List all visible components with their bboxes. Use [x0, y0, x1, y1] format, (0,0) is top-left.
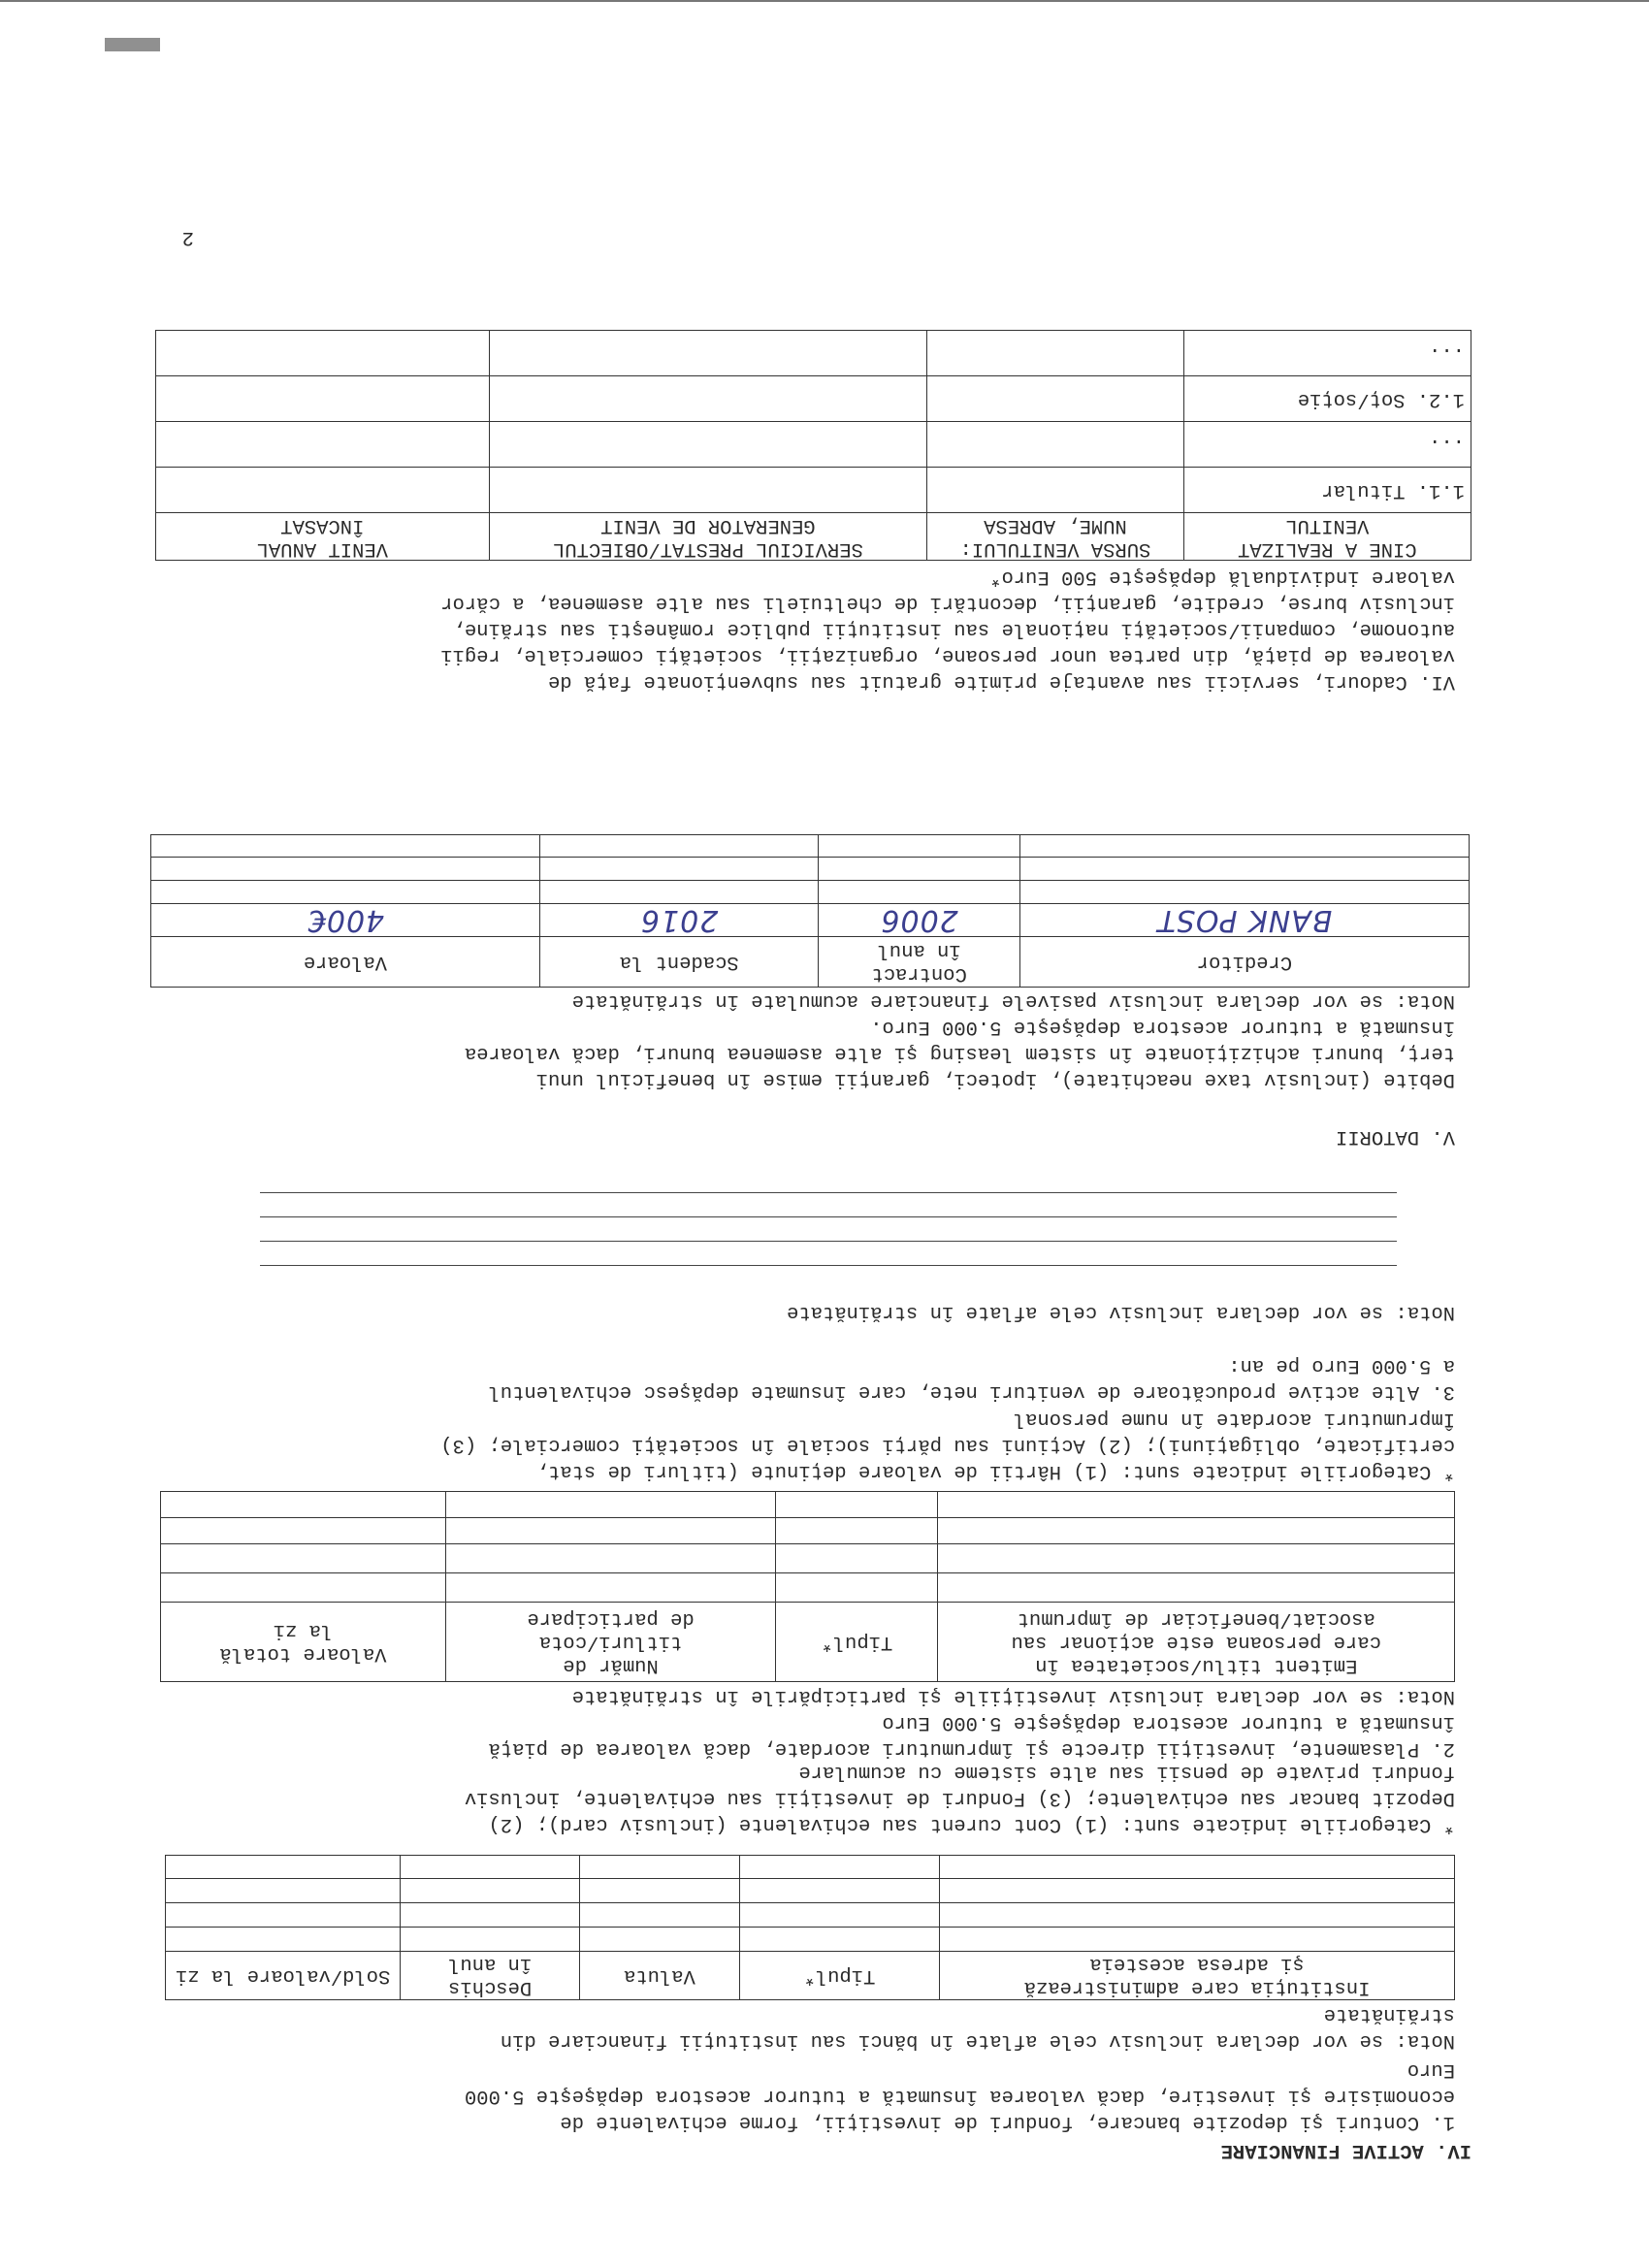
col-issuer: Emitent titlu/societatea în care persoana este acţionar sau asociat/beneficiar de împrumut	[938, 1603, 1455, 1682]
accounts-table	[165, 1855, 1455, 2000]
col-opened-year: Deschis în anul	[401, 1952, 580, 2000]
table-row	[151, 835, 1470, 858]
row-label: 1.1. Titular	[1183, 468, 1471, 513]
section-iv-3-text: 3. Alte active producătoare de venituri nete, care însumate depăşesc echivalentul a 5.000 Euro pe an:	[488, 1354, 1455, 1403]
table-row	[161, 1492, 1455, 1518]
gifts-table	[155, 330, 1471, 561]
section-iv-3-note: Nota: se vor declara inclusiv cele aflate în străinătate	[787, 1301, 1455, 1323]
gifts-table-header	[156, 513, 1471, 561]
scan-edge	[0, 0, 1649, 2]
table-row	[156, 376, 1471, 422]
table-row	[166, 1856, 1455, 1879]
table-row	[161, 1544, 1455, 1573]
scan-smudge	[105, 38, 160, 51]
section-vi-text: VI. Cadouri, servicii sau avantaje primite gratuit sau subvenţionate faţă de valoarea de piaţă, din partea unor persoane, organizaţii, societăţi comerciale, regii autonome, companii/societăţi naţionale sau instituţii publice româneşti sau străine, inclusiv burse, credite, garanţii, decontări de cheltuieli sau alte asemenea, a căror valoare individuală depăşeşte 500 Euro*	[440, 566, 1455, 693]
col-creditor: Creditor	[1019, 937, 1469, 988]
debts-table-header	[151, 937, 1470, 988]
col-income: VENIT ANUAL ÎNCASAT	[156, 513, 490, 561]
section-iv-1-text: 1. Conturi şi depozite bancare, fonduri de investiţii, forme echivalente de economisire şi investire, dacă valoarea însumată a tuturor acestora depăşeşte 5.000 Euro	[464, 2058, 1455, 2133]
row-label: ...	[1183, 331, 1471, 376]
section-iv-2-footnote: * Categoriile indicate sunt: (1) Hârtii de valoare deţinute (titluri de stat, certificate, obligaţiuni); (2) Acţiuni sau părţi sociale în societăţi comerciale; (3) Împrumuturi acordate în nume personal	[440, 1408, 1455, 1482]
section-v-text: Debite (inclusiv taxe neachitate), ipoteci, garanţii emise în beneficiul unui terţ, bunuri achiziţionate în sistem leasing şi alte asemenea bunuri, dacă valoarea însumată a tuturor acestora depăşeşte 5.000 Euro.	[464, 1016, 1455, 1090]
page-number: 2	[181, 226, 194, 248]
col-type: Tipul*	[739, 1952, 939, 2000]
col-service: SERVICIUL PRESTAT/OBIECTUL GENERATOR DE VENIT	[489, 513, 927, 561]
section-v-title: V. DATORII	[1335, 1125, 1455, 1148]
investments-table-header	[161, 1603, 1455, 1682]
blank-line	[260, 1265, 1397, 1266]
row-label: 1.2. Soţ/soţie	[1183, 376, 1471, 422]
table-row	[166, 1928, 1455, 1952]
col-total-value: Valoare totală la zi	[161, 1603, 446, 1682]
blank-line	[260, 1241, 1397, 1242]
col-balance: Sold/valoare la zi	[166, 1952, 401, 2000]
table-row	[156, 422, 1471, 468]
contract-year-cell: 2006	[819, 904, 1020, 937]
section-iv-1-footnote: * Categoriile indicate sunt: (1) Cont curent sau echivalente (inclusiv card); (2) Depozit bancar sau echivalente; (3) Fonduri de investiţii sau echivalente, inclusiv fonduri private de pensii sau alte sisteme cu acumulare	[464, 1761, 1455, 1835]
table-row	[161, 1518, 1455, 1544]
section-iv-2-text: 2. Plasamente, investiţii directe şi împrumuturi acordate, dacă valoarea de piaţă însumată a tuturor acestora depăşeşte 5.000 Euro	[488, 1711, 1455, 1760]
col-institution: Instituţia care administrează şi adresa acesteia	[940, 1952, 1455, 2000]
accounts-table-header	[166, 1952, 1455, 2000]
col-currency: Valuta	[580, 1952, 740, 2000]
table-row	[166, 1879, 1455, 1903]
col-contract-year: Contract în anul	[819, 937, 1020, 988]
row-label: ...	[1183, 422, 1471, 468]
col-value: Valoare	[151, 937, 540, 988]
blank-line	[260, 1192, 1397, 1193]
value-cell: 400€	[151, 904, 540, 937]
investments-table	[160, 1491, 1455, 1682]
table-row	[166, 1903, 1455, 1928]
section-iv-2-note: Nota: se vor declara inclusiv investiţiile şi participările în străinătate	[571, 1685, 1455, 1707]
due-cell: 2016	[539, 904, 818, 937]
section-iv-title: IV. ACTIVE FINANCIARE	[1220, 2139, 1471, 2161]
creditor-cell: BANK POST	[1019, 904, 1469, 937]
table-row	[151, 881, 1470, 904]
table-row	[151, 858, 1470, 881]
table-row	[156, 468, 1471, 513]
table-row	[151, 904, 1470, 937]
col-source: SURSA VENITULUI: NUME, ADRESA	[927, 513, 1183, 561]
blank-line	[260, 1216, 1397, 1217]
col-who: CINE A REALIZAT VENITUL	[1183, 513, 1471, 561]
section-iv-1-note: Nota: se vor declara inclusiv cele aflate în bănci sau instituţii financiare din străinătate	[500, 2003, 1455, 2052]
col-shares: Număr de titluri/cota de participare	[445, 1603, 776, 1682]
debts-table	[150, 834, 1470, 988]
col-type: Tipul*	[776, 1603, 938, 1682]
col-due: Scadent la	[539, 937, 818, 988]
table-row	[161, 1573, 1455, 1603]
table-row	[156, 331, 1471, 376]
section-v-note: Nota: se vor declara inclusiv pasivele financiare acumulate în străinătate	[571, 989, 1455, 1012]
